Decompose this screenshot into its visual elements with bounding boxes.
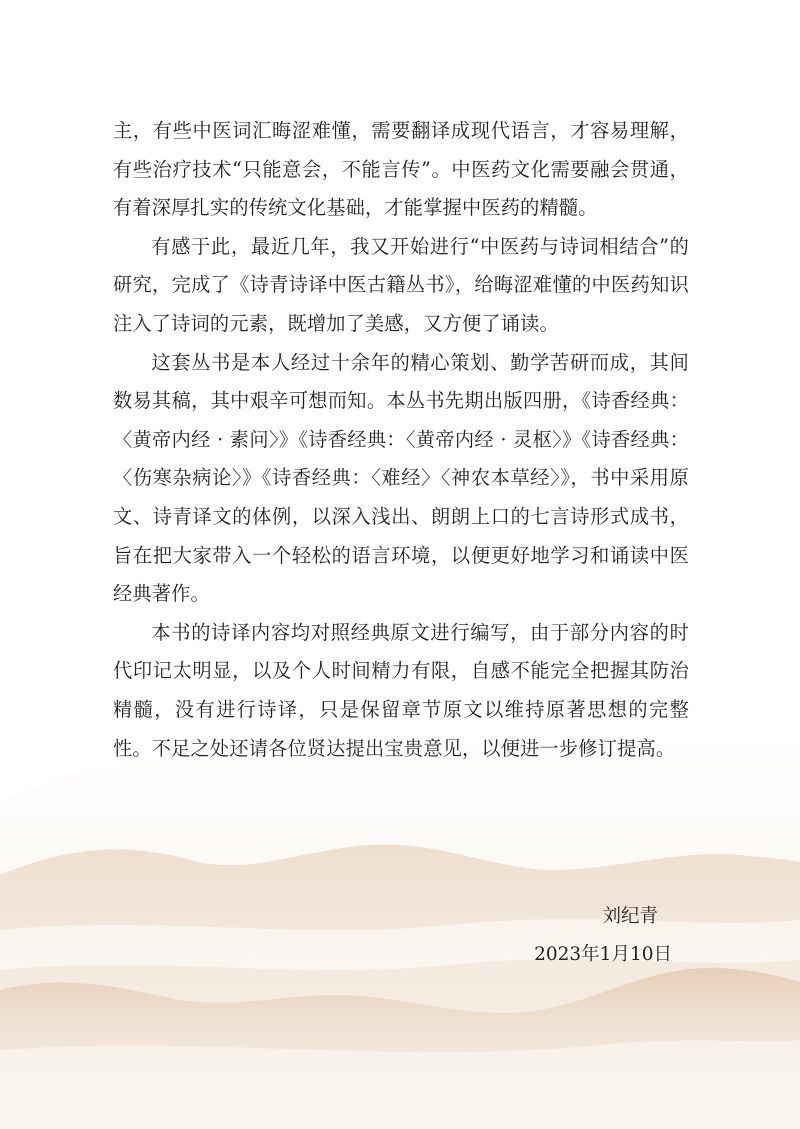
signature-block [534, 898, 672, 974]
preface-body [113, 112, 689, 768]
paragraph-continued: 主，有些中医词汇晦涩难懂，需要翻译成现代语言，才容易理解，有些治疗技术“只能意会，不能言传”。中医药文化需要融会贯通，有着深厚扎实的传统文化基础，才能掌握中医药的精髓。 [113, 119, 689, 220]
paragraph: 这套丛书是本人经过十余年的精心策划、勤学苦研而成，其间数易其稿，其中艰辛可想而知。本丛书先期出版四册，《诗香经典：〈黄帝内经 · 素问〉》《诗香经典：〈黄帝内经 · 灵枢〉》《诗香经典：〈伤寒杂病论〉》《诗香经典：〈难经〉〈神农本草经〉》，书中采用原文、诗青译文的体例，以深入浅出、朗朗上口的七言诗形式成书，旨在把大家带入一个轻松的语言环境，以便更好地学习和诵读中医经典著作。 [113, 350, 689, 606]
paragraph: 有感于此，最近几年，我又开始进行“中医药与诗词相结合”的研究，完成了《诗青诗译中医古籍丛书》，给晦涩难懂的中医药知识注入了诗词的元素，既增加了美感，又方便了诵读。 [113, 234, 689, 335]
paragraph: 本书的诗译内容均对照经典原文进行编写，由于部分内容的时代印记太明显，以及个人时间精力有限，自感不能完全把握其防治精髓，没有进行诗译，只是保留章节原文以维持原著思想的完整性。不足之处还请各位贤达提出宝贵意见，以便进一步修订提高。 [113, 620, 689, 760]
signature-date: 2023年1月10日 [534, 944, 672, 965]
author-name: 刘纪青 [602, 906, 658, 927]
